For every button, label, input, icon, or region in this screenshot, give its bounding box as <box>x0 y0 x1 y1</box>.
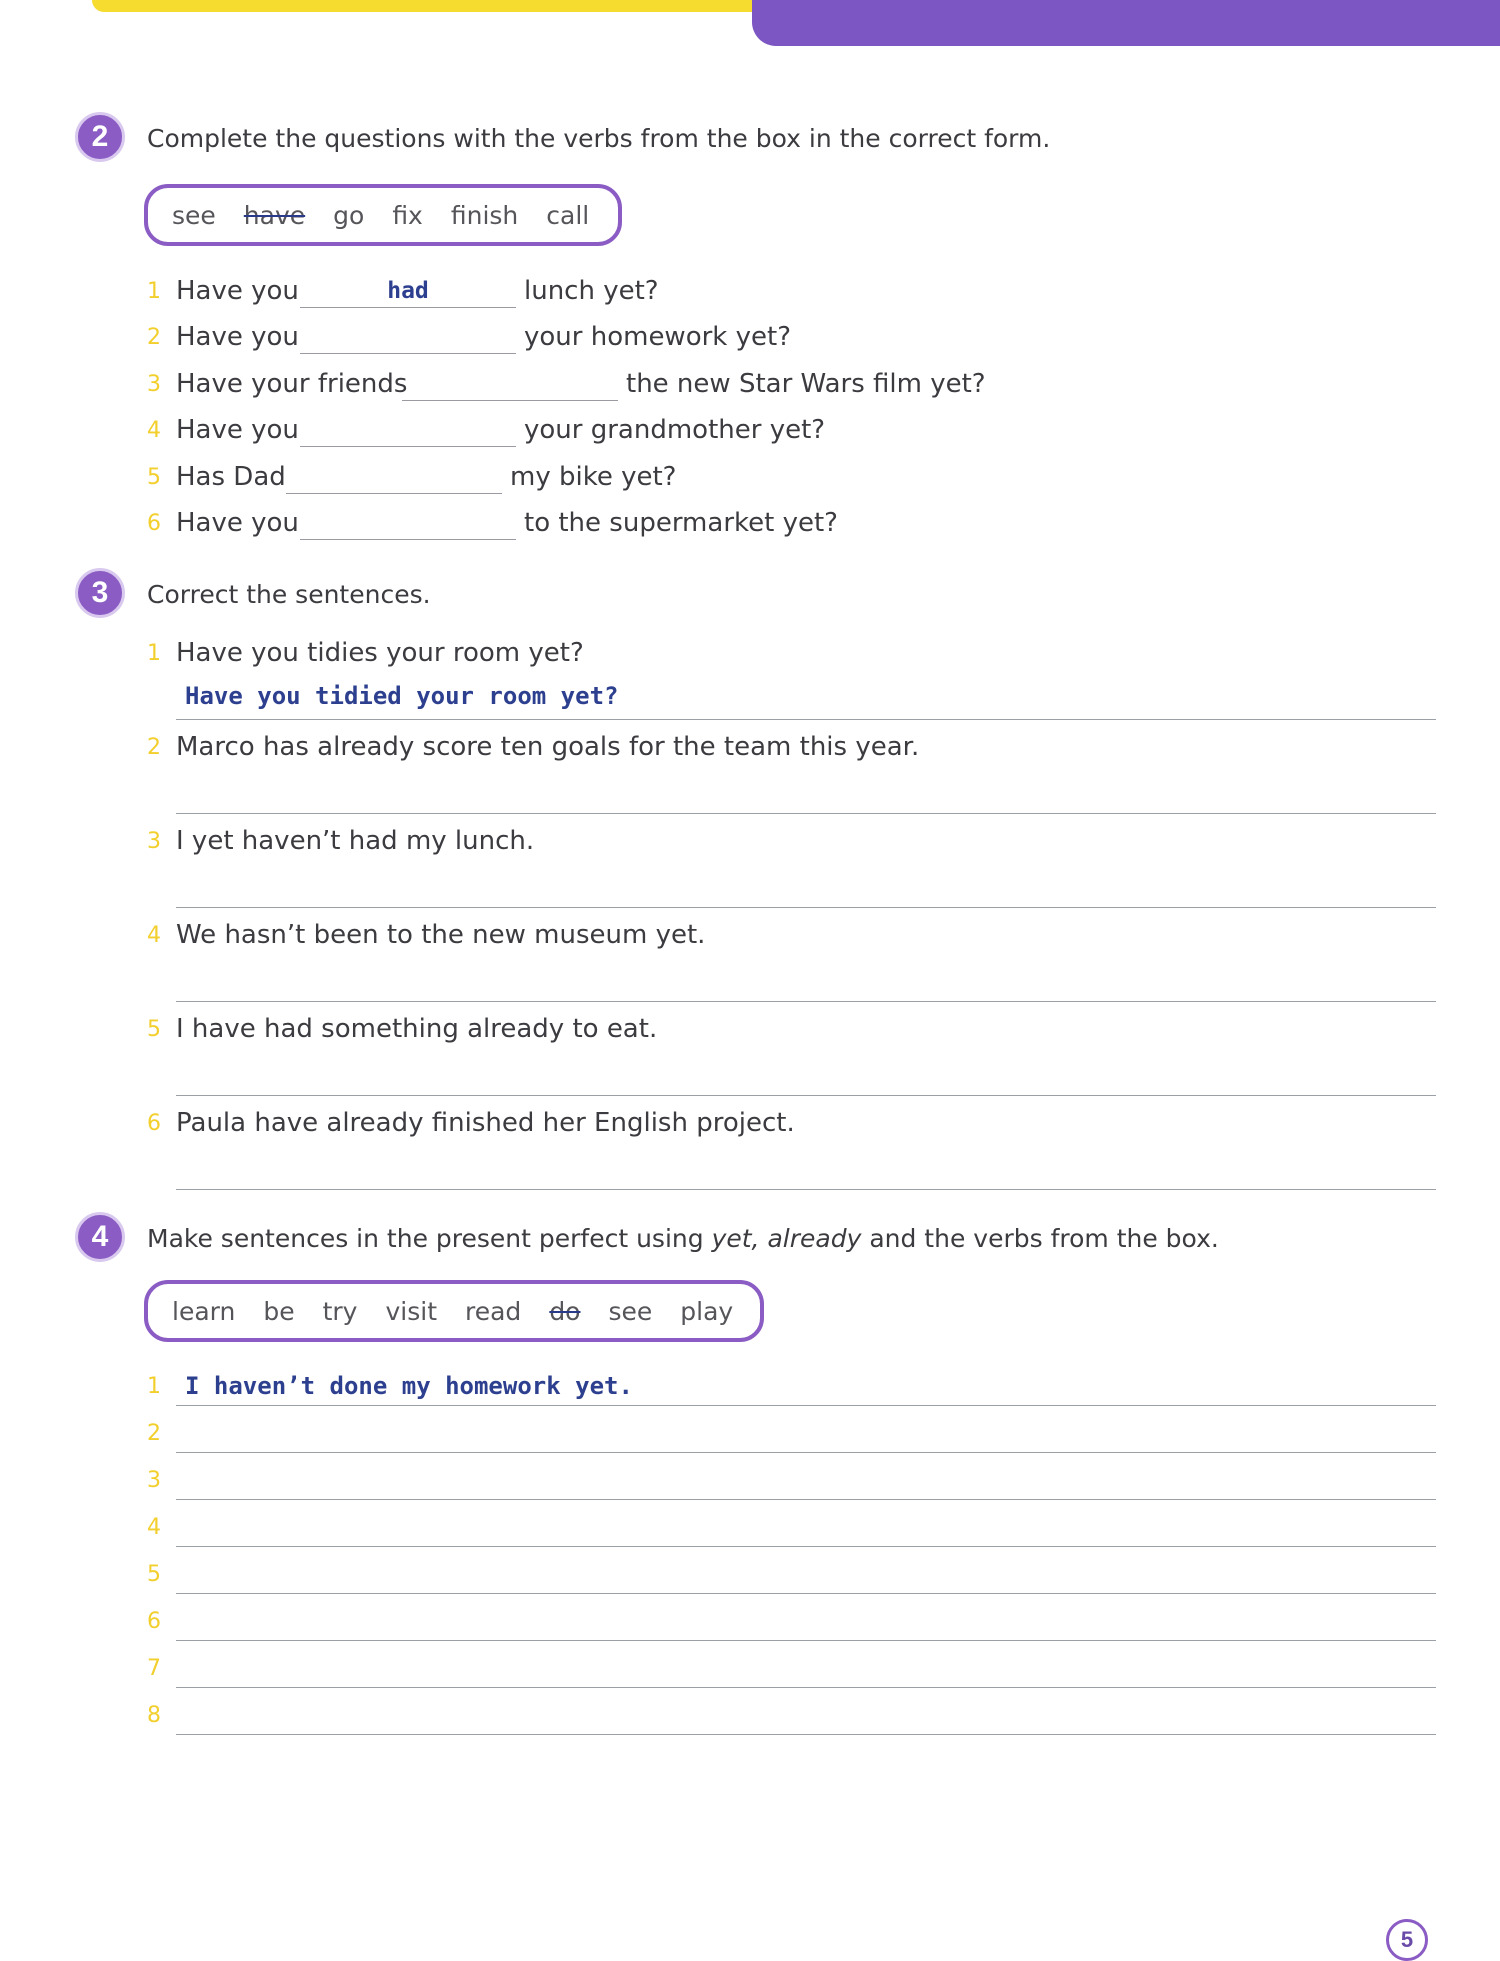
item-number: 5 <box>147 465 161 490</box>
exercise-3-instruction: Correct the sentences. <box>147 580 431 609</box>
answer-line[interactable] <box>176 718 1436 720</box>
item-number: 1 <box>147 641 161 666</box>
item-number: 4 <box>147 923 161 948</box>
item-number: 3 <box>147 1468 161 1493</box>
question-text-end: the new Star Wars film yet? <box>626 369 986 399</box>
exercise-3-number-badge: 3 <box>75 568 125 618</box>
question-text-end: my bike yet? <box>510 462 677 492</box>
question-text-start: Have your friends <box>176 369 408 399</box>
question-text-start: Has Dad <box>176 462 286 492</box>
question-text-start: Have you <box>176 508 299 538</box>
word-box-item: see <box>608 1296 653 1326</box>
answer-blank[interactable] <box>300 278 516 308</box>
item-number: 6 <box>147 1111 161 1136</box>
question-text-end: your homework yet? <box>524 322 791 352</box>
answer-line[interactable] <box>176 1000 1436 1002</box>
item-number: 5 <box>147 1562 161 1587</box>
answer-line[interactable] <box>176 1498 1436 1500</box>
answer-line[interactable] <box>176 1545 1436 1547</box>
incorrect-sentence: I have had something already to eat. <box>176 1014 658 1044</box>
answer-line[interactable] <box>176 1094 1436 1096</box>
exercise-2-instruction: Complete the questions with the verbs from the box in the correct form. <box>147 124 1051 153</box>
word-box-item: read <box>465 1296 522 1326</box>
item-number: 7 <box>147 1656 161 1681</box>
instruction-keyword-already: already <box>767 1224 862 1253</box>
answer-blank[interactable] <box>300 417 516 447</box>
word-box-item: fix <box>392 200 423 230</box>
exercise-2-word-box <box>144 184 622 246</box>
page-number: 5 <box>1386 1919 1428 1961</box>
item-number: 6 <box>147 511 161 536</box>
question-text-end: lunch yet? <box>524 276 659 306</box>
answer-line[interactable] <box>176 1404 1436 1406</box>
answer-blank[interactable] <box>402 371 618 401</box>
word-box-item: be <box>263 1296 295 1326</box>
item-number: 1 <box>147 1374 161 1399</box>
item-number: 5 <box>147 1017 161 1042</box>
word-box-item: learn <box>172 1296 236 1326</box>
instruction-keyword-yet: yet, <box>711 1224 760 1253</box>
incorrect-sentence: Have you tidies your room yet? <box>176 638 584 668</box>
incorrect-sentence: I yet haven’t had my lunch. <box>176 826 535 856</box>
item-number: 4 <box>147 418 161 443</box>
answer-line[interactable] <box>176 906 1436 908</box>
handwritten-answer: I haven’t done my homework yet. <box>185 1372 633 1400</box>
item-number: 4 <box>147 1515 161 1540</box>
question-text-start: Have you <box>176 276 299 306</box>
answer-line[interactable] <box>176 1733 1436 1735</box>
answer-blank[interactable] <box>286 464 502 494</box>
answer-blank[interactable] <box>300 324 516 354</box>
answer-blank[interactable] <box>300 510 516 540</box>
handwritten-answer: had <box>387 278 429 304</box>
instruction-text: Make sentences in the present perfect using <box>147 1224 712 1253</box>
word-box-item: see <box>172 200 216 230</box>
item-number: 2 <box>147 325 161 350</box>
question-text-start: Have you <box>176 415 299 445</box>
handwritten-answer: Have you tidied your room yet? <box>185 682 619 710</box>
answer-line[interactable] <box>176 1188 1436 1190</box>
word-box-item: visit <box>385 1296 437 1326</box>
word-box-item: play <box>680 1296 734 1326</box>
answer-line[interactable] <box>176 1639 1436 1641</box>
answer-line[interactable] <box>176 812 1436 814</box>
header-purple-band <box>752 0 1500 46</box>
item-number: 8 <box>147 1703 161 1728</box>
answer-line[interactable] <box>176 1592 1436 1594</box>
word-box-item: go <box>333 200 365 230</box>
answer-line[interactable] <box>176 1686 1436 1688</box>
incorrect-sentence: We hasn’t been to the new museum yet. <box>176 920 706 950</box>
exercise-4-number-badge: 4 <box>75 1212 125 1262</box>
word-box-item: finish <box>450 200 519 230</box>
item-number: 2 <box>147 1421 161 1446</box>
exercise-2-number-badge: 2 <box>75 112 125 162</box>
word-box-item: try <box>322 1296 358 1326</box>
item-number: 6 <box>147 1609 161 1634</box>
item-number: 1 <box>147 279 161 304</box>
header-yellow-band <box>92 0 772 12</box>
instruction-text: and the verbs from the box. <box>861 1224 1219 1253</box>
item-number: 3 <box>147 829 161 854</box>
question-text-end: your grandmother yet? <box>524 415 826 445</box>
word-box-item: do <box>549 1296 581 1326</box>
word-box-item: have <box>243 200 306 230</box>
question-text-start: Have you <box>176 322 299 352</box>
answer-line[interactable] <box>176 1451 1436 1453</box>
item-number: 3 <box>147 372 161 397</box>
incorrect-sentence: Paula have already finished her English project. <box>176 1108 795 1138</box>
exercise-4-instruction <box>147 1224 1219 1253</box>
incorrect-sentence: Marco has already score ten goals for the team this year. <box>176 732 920 762</box>
word-box-item: call <box>546 200 590 230</box>
question-text-end: to the supermarket yet? <box>524 508 838 538</box>
item-number: 2 <box>147 735 161 760</box>
exercise-4-word-box <box>144 1280 764 1342</box>
